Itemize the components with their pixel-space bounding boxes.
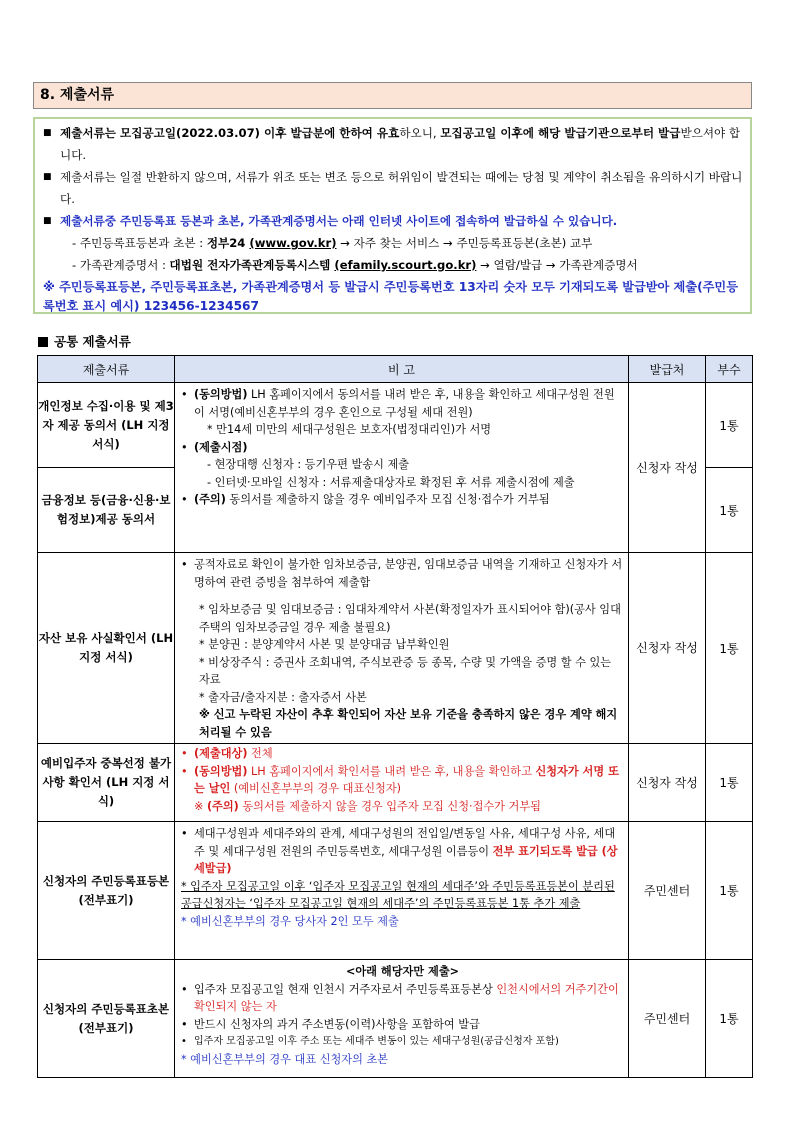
remarks-cell: • (동의방법) LH 홈페이지에서 동의서를 내려 받은 후, 내용을 확인하고 세대구성원 전원이 서명(예비신혼부부의 경우 혼인으로 구성될 세대 전원) * 만14세 미만의 세대구성원은 보호자(법정대리인)가 서명 • (제출시점) - 현장대행 신청자 : 등기우편 발송시 제출 - 인터넷·모바일 신청자 : 서류제출대상자로 확정된 후 서류 제출시점에 제출 • (주의) 동의서를 제출하지 않을 경우 예비입주자 모집 신청·접수가 거부됨 <box>175 383 629 553</box>
issuer-cell: 주민센터 <box>629 960 706 1078</box>
header-issuer: 발급처 <box>629 356 706 383</box>
issuer-cell: 신청자 작성 <box>629 553 706 744</box>
remarks-cell: • 세대구성원과 세대주와의 관계, 세대구성원의 전입일/변동일 사유, 세대구성 사유, 세대주 및 세대구성원 전원의 주민등록번호, 세대구성원 이름등이 전부 표기되도록 발급 (상세발급) * 입주자 모집공고일 이후 ‘입주자 모집공고일 현재의 세대주’와 주민등록표등본이 분리된 공급신청자는 ‘입주자 모집공고일 현재의 세대주’의 주민등록표등본 1통 추가 제출 * 예비신혼부부의 경우 당사자 2인 모두 제출 <box>175 822 629 960</box>
count-cell: 1통 <box>706 822 753 960</box>
table-row <box>38 822 753 960</box>
count-cell: 1통 <box>706 960 753 1078</box>
count-cell: 1통 <box>706 744 753 822</box>
remarks-cell: <아래 해당자만 제출> • 입주자 모집공고일 현재 인천시 거주자로서 주민등록표등본상 인천시에서의 거주기간이 확인되지 않는 자 • 반드시 신청자의 과거 주소변동(이력)사항을 포함하여 발급 • 입주자 모집공고일 이후 주소 또는 세대주 변동이 있는 세대구성원(공급신청자 포함) * 예비신혼부부의 경우 대표 신청자의 초본 <box>175 960 629 1078</box>
header-count: 부수 <box>706 356 753 383</box>
header-doc: 제출서류 <box>38 356 175 383</box>
efamily-link[interactable]: (efamily.scourt.go.kr) <box>334 258 477 272</box>
notice-item-online: ■ 제출서류중 주민등록표 등본과 초본, 가족관계증명서는 아래 인터넷 사이트에 접속하여 발급하실 수 있습니다. - 주민등록표등본과 초본 : 정부24 (www.gov.kr) → 자주 찾는 서비스 → 주민등록표등본(초본) 교부 - 가족관계증명서 : 대법원 전자가족관계등록시스템 (efamily.scourt.go.kr) → 열람/발급 → 가족관계증명서 <box>43 210 744 276</box>
table-row <box>38 744 753 822</box>
notice-item-no-return: ■ 제출서류는 일절 반환하지 않으며, 서류가 위조 또는 변조 등으로 허위임이 발견되는 때에는 당첨 및 계약이 취소됨을 유의하시기 바랍니다. <box>43 166 744 210</box>
count-cell: 1통 <box>706 468 753 553</box>
remarks-cell: • 공적자료로 확인이 불가한 임차보증금, 분양권, 임대보증금 내역을 기재하고 신청자가 서명하여 관련 증빙을 첨부하여 제출함 * 임차보증금 및 임대보증금 : 임대차계약서 사본(확정일자가 표시되어야 함)(공사 임대주택의 임차보증금일 경우 제출 불필요) * 분양권 : 분양계약서 사본 및 분양대금 납부확인원 * 비상장주식 : 증권사 조회내역, 주식보관증 등 종목, 수량 및 가액을 증명 할 수 있는 자료 * 출자금/출자지분 : 출자증서 사본 ※ 신고 누락된 자산이 추후 확인되어 자산 보유 기준을 충족하지 않은 경우 계약 해지 처리될 수 있음 <box>175 553 629 744</box>
documents-table <box>37 355 753 1078</box>
doc-name: 금융정보 등(금융·신용·보험정보)제공 동의서 <box>38 468 175 553</box>
table-row <box>38 960 753 1078</box>
doc-name: 개인정보 수집·이용 및 제3자 제공 동의서 (LH 지정 서식) <box>38 383 175 468</box>
issuer-cell: 신청자 작성 <box>629 744 706 822</box>
table-row <box>38 553 753 744</box>
issuer-cell: 신청자 작성 <box>629 383 706 553</box>
square-bullet-icon: ■ <box>43 172 52 182</box>
table-header-row <box>38 356 753 383</box>
issuer-cell: 주민센터 <box>629 822 706 960</box>
count-cell: 1통 <box>706 553 753 744</box>
count-cell: 1통 <box>706 383 753 468</box>
square-bullet-icon <box>38 337 48 347</box>
table-row <box>38 383 753 468</box>
square-bullet-icon: ■ <box>43 216 52 226</box>
section-title: 8. 제출서류 <box>33 82 752 109</box>
doc-name: 신청자의 주민등록표초본 (전부표기) <box>38 960 175 1078</box>
notice-sub-gov24: - 주민등록표등본과 초본 : 정부24 (www.gov.kr) → 자주 찾는 서비스 → 주민등록표등본(초본) 교부 <box>72 236 593 250</box>
notice-item-validity: ■ 제출서류는 모집공고일(2022.03.07) 이후 발급분에 한하여 유효하오니, 모집공고일 이후에 해당 발급기관으로부터 발급받으셔야 합니다. <box>43 122 744 166</box>
notice-sub-efamily: - 가족관계증명서 : 대법원 전자가족관계등록시스템 (efamily.scourt.go.kr) → 열람/발급 → 가족관계증명서 <box>72 258 638 272</box>
doc-name: 자산 보유 사실확인서 (LH 지정 서식) <box>38 553 175 744</box>
remarks-cell: • (제출대상) 전체 • (동의방법) LH 홈페이지에서 확인서를 내려 받은 후, 내용을 확인하고 신청자가 서명 또는 날인 (예비신혼부부의 경우 대표신청자) ※ (주의) 동의서를 제출하지 않을 경우 입주자 모집 신청·접수가 거부됨 <box>175 744 629 822</box>
notice-reference: ※ 주민등록표등본, 주민등록표초본, 가족관계증명서 등 발급시 주민등록번호 13자리 숫자 모두 기재되도록 발급받아 제출(주민등록번호 표시 예시) 123456-1234567 <box>43 280 738 313</box>
header-remarks: 비 고 <box>175 356 629 383</box>
notice-box <box>33 117 752 314</box>
common-docs-heading: 공통 제출서류 <box>38 332 131 350</box>
gov24-link[interactable]: (www.gov.kr) <box>249 236 337 250</box>
doc-name: 신청자의 주민등록표등본 (전부표기) <box>38 822 175 960</box>
doc-name: 예비입주자 중복선정 불가사항 확인서 (LH 지정 서식) <box>38 744 175 822</box>
square-bullet-icon: ■ <box>43 128 52 138</box>
